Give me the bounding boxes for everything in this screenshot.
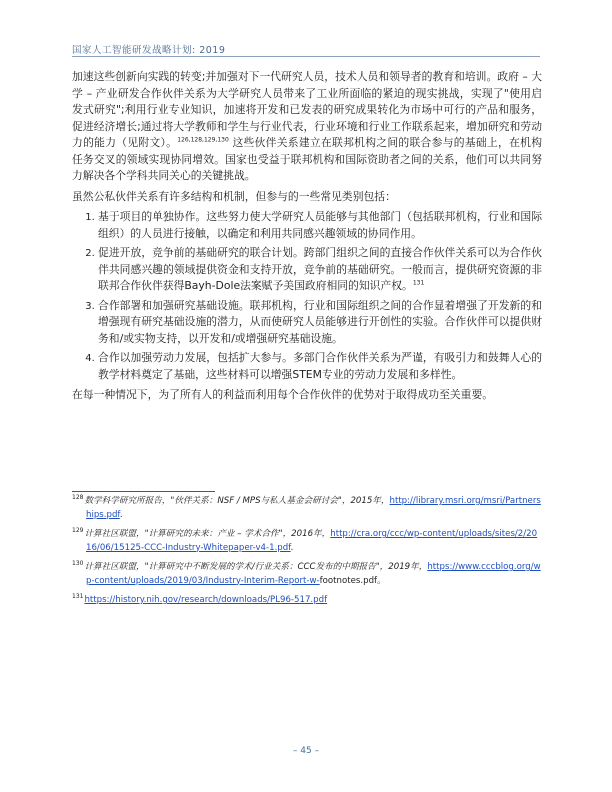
body-text bbox=[72, 69, 542, 408]
running-header: 国家人工智能研发战略计划: 2019 bbox=[72, 45, 226, 56]
footnote-129 bbox=[72, 528, 542, 555]
footnote-number: 131 bbox=[72, 593, 84, 601]
footnote-130 bbox=[72, 561, 542, 588]
footnote-link[interactable]: http://library.msri.org/msri/Partnerships.pdf bbox=[86, 496, 541, 520]
paragraph-intro-text: 加速这些创新向实践的转变;并加强对下一代研究人员，技术人员和领导者的教育和培训。政府 – 大学 – 产业研发合作伙伴关系为大学研究人员带来了工业所面临的紧迫的现实挑战，实现了"使用启发式研究";利用行业专业知识，加速将开发和已发表的研究成果转化为市场中可行的产品和服务，促进经济增长;通过将大学教师和学生与行业代表，行业环境和行业工作联系起来，增加研究和劳动力的能力（见附文）。 bbox=[72, 70, 542, 149]
list-item-text: 促进开放，竞争前的基础研究的联合计划。跨部门组织之间的直接合作伙伴关系可以为合作伙伴共同感兴趣的领域提供资金和支持开放，竞争前的基础研究。一般而言，提供研究资源的非联邦合作伙伴获得Bayh-Dole法案赋予美国政府相同的知识产权。 bbox=[98, 246, 542, 292]
footnote-link[interactable]: http://cra.org/ccc/wp-content/uploads/sites/2/2016/06/15125-CCC-Industry-Whitepaper-v4-1.pdf bbox=[86, 529, 538, 553]
page-number: – 45 – bbox=[292, 746, 320, 756]
footnotes bbox=[72, 495, 542, 614]
category-list bbox=[72, 209, 542, 383]
footnote-tail: . bbox=[290, 542, 294, 553]
list-item-text: 合作以加强劳动力发展，包括扩大参与。多部门合作伙伴关系为严谨，有吸引力和鼓舞人心的教学材料奠定了基础，这些材料可以增强STEM专业的劳动力发展和多样性。 bbox=[98, 351, 542, 381]
paragraph-intro-tail: 这些伙伴关系建立在联邦机构之间的联合参与的基础上，在机构任务交叉的领域实现协同增效。国家也受益于联邦机构和国际资助者之间的关系，他们可以共同努力解决各个学科共同关心的关键挑战。 bbox=[72, 136, 542, 182]
footnote-link[interactable]: https://history.nih.gov/research/downloads/PL96-517.pdf bbox=[84, 595, 328, 605]
footnote-link[interactable]: https://www.cccblog.org/wp-content/uploads/2019/03/Industry-Interim-Report-w- bbox=[86, 562, 541, 586]
list-item bbox=[98, 209, 542, 242]
footnote-tail: . bbox=[119, 509, 123, 520]
footnote-number: 130 bbox=[72, 560, 84, 568]
paragraph-intro bbox=[72, 69, 542, 185]
footnote-128 bbox=[72, 495, 542, 522]
footnote-divider bbox=[72, 491, 215, 492]
footnote-131 bbox=[72, 594, 542, 608]
footnote-ref[interactable]: 131 bbox=[412, 279, 425, 287]
list-item-text: 合作部署和加强研究基础设施。联邦机构，行业和国际组织之间的合作显着增强了开发新的和增强现有研究基础设施的潜力，从而使研究人员能够进行开创性的实验。合作伙伴可以提供财务和/或实物支持，以开发和/或增强研究基础设施。 bbox=[98, 298, 542, 345]
footnote-number: 129 bbox=[72, 527, 84, 535]
paragraph-conclusion: 在每一种情况下，为了所有人的利益而利用每个合作伙伴的优势对于取得成功至关重要。 bbox=[72, 388, 494, 401]
footnote-source: 数学科学研究所报告，"伙伴关系：NSF / MPS与私人基金会研讨会"，2015年， bbox=[84, 496, 390, 506]
footnote-source: 计算社区联盟，"计算研究中不断发展的学术/行业关系：CCC发布的中期报告"，2019年， bbox=[84, 562, 428, 572]
list-item-text: 基于项目的单独协作。这些努力使大学研究人员能够与其他部门（包括联邦机构，行业和国际组织）的人员进行接触，以确定和利用共同感兴趣领域的协同作用。 bbox=[98, 210, 542, 240]
footnote-tail: footnotes.pdf。 bbox=[319, 575, 386, 586]
list-item bbox=[98, 298, 542, 348]
list-item bbox=[98, 245, 542, 295]
footnote-number: 128 bbox=[72, 494, 84, 502]
footnote-source: 计算社区联盟，"计算研究的未来：产业 – 学术合作"，2016年， bbox=[84, 529, 331, 539]
paragraph-categories-lead: 虽然公私伙伴关系有许多结构和机制，但参与的一些常见类别包括： bbox=[72, 189, 396, 203]
list-item bbox=[98, 350, 542, 383]
footnote-refs[interactable]: 126,128,129,130 bbox=[177, 136, 229, 144]
header-divider bbox=[72, 56, 540, 57]
